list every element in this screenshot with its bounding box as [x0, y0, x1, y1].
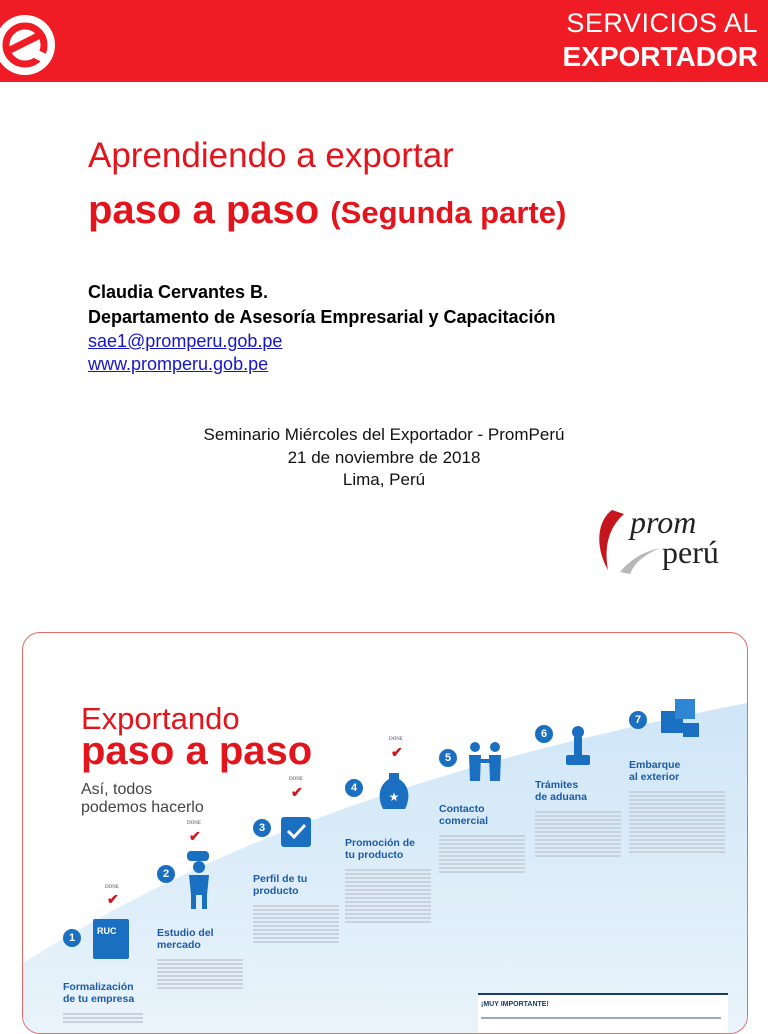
step-1-text: [63, 1011, 143, 1025]
important-heading: ¡MUY IMPORTANTE!: [481, 1001, 549, 1008]
step-6-text: [535, 809, 621, 859]
step-6-label-line2: de aduana: [535, 791, 587, 803]
step-3-text: [253, 903, 339, 945]
header-title-line1: SERVICIOS AL: [566, 8, 758, 38]
svg-text:★: ★: [388, 790, 400, 804]
step-1-label-line2: de tu empresa: [63, 993, 135, 1005]
presenter-department: Departamento de Asesoría Empresarial y Capacitación: [88, 307, 556, 327]
step-2-number: 2: [157, 865, 175, 883]
poster-subtitle: [81, 781, 231, 817]
presenter-name: Claudia Cervantes B.: [88, 282, 269, 302]
brand-word-peru: perú: [662, 534, 719, 570]
done-label: DONE: [187, 821, 201, 826]
done-label: DONE: [389, 737, 403, 742]
binoculars-person-icon: [179, 847, 219, 909]
ruc-document-icon: [93, 919, 129, 959]
step-7-label-line2: al exterior: [629, 771, 680, 783]
brand-word-prom: prom: [630, 504, 697, 540]
step-4-label-line1: Promoción de: [345, 837, 416, 849]
email-link[interactable]: sae1@promperu.gob.pe: [88, 331, 283, 351]
step-3-label-line1: Perfil de tu: [253, 873, 308, 885]
step-6-number: 6: [535, 725, 553, 743]
step-5-label-line2: comercial: [439, 815, 489, 827]
header-title-line2: EXPORTADOR: [562, 41, 758, 72]
step-5-number: 5: [439, 749, 457, 767]
step-2-label-line2: mercado: [157, 939, 201, 951]
seminar-name: Seminario Miércoles del Exportador - PromPerú: [203, 425, 565, 444]
check-icon: ✔: [291, 784, 303, 800]
header-bar: [0, 0, 768, 82]
check-icon: ✔: [107, 891, 119, 907]
done-label: DONE: [289, 777, 303, 782]
step-1-label-line1: Formalización: [63, 981, 134, 993]
step-4-label: [345, 837, 415, 861]
step-7-label-line1: Embarque: [629, 759, 681, 771]
step-4-label-line2: tu producto: [345, 849, 404, 861]
ruc-badge: RUC: [97, 926, 117, 936]
important-divider: [478, 993, 728, 995]
slide-title-sub: (Segunda parte): [330, 195, 567, 230]
step-3-label: [253, 873, 307, 897]
step-5-label: [439, 803, 488, 827]
check-icon: ✔: [391, 744, 403, 760]
website-link[interactable]: www.promperu.gob.pe: [88, 354, 269, 374]
step-4-text: [345, 867, 431, 925]
shipping-boxes-icon: [657, 693, 701, 741]
poster-subtitle-line2: podemos hacerlo: [81, 799, 204, 816]
step-4-number: 4: [345, 779, 363, 797]
box-check-icon: [279, 809, 313, 849]
step-5-text: [439, 833, 525, 875]
step-7-label: [629, 759, 680, 783]
step-2-label-line1: Estudio del: [157, 927, 214, 939]
step-3-label-line2: producto: [253, 885, 299, 897]
seminar-location: Lima, Perú: [342, 470, 426, 489]
step-2-label: [157, 927, 214, 951]
step-6-label-line1: Trámites: [535, 779, 579, 791]
seminar-date: 21 de noviembre de 2018: [287, 448, 481, 467]
slide-title-line1: Aprendiendo a exportar: [88, 136, 454, 175]
step-3-number: 3: [253, 819, 271, 837]
step-7-text: [629, 789, 725, 855]
step-5-label-line1: Contacto: [439, 803, 485, 815]
promperu-brand-logo: [590, 500, 760, 580]
poster-image: [22, 632, 748, 1034]
handshake-people-icon: [465, 741, 505, 781]
promperu-e-logo-icon: [0, 12, 58, 78]
done-label: DONE: [105, 885, 119, 890]
step-6-label: [535, 779, 587, 803]
poster-title-line2: paso a paso: [81, 729, 313, 773]
poster-title-line1: Exportando: [81, 701, 240, 736]
check-icon: ✔: [189, 828, 201, 844]
step-1-number: 1: [63, 929, 81, 947]
step-2-text: [157, 957, 243, 991]
important-text: [481, 1015, 721, 1021]
poster-subtitle-line1: Así, todos: [81, 781, 153, 798]
step-1-label: [63, 981, 134, 1005]
slide-title-main: paso a paso: [88, 188, 320, 232]
vase-star-icon: [375, 771, 413, 815]
slide-title-line2: [88, 188, 566, 233]
step-7-number: 7: [629, 711, 647, 729]
stamp-icon: [563, 725, 593, 771]
